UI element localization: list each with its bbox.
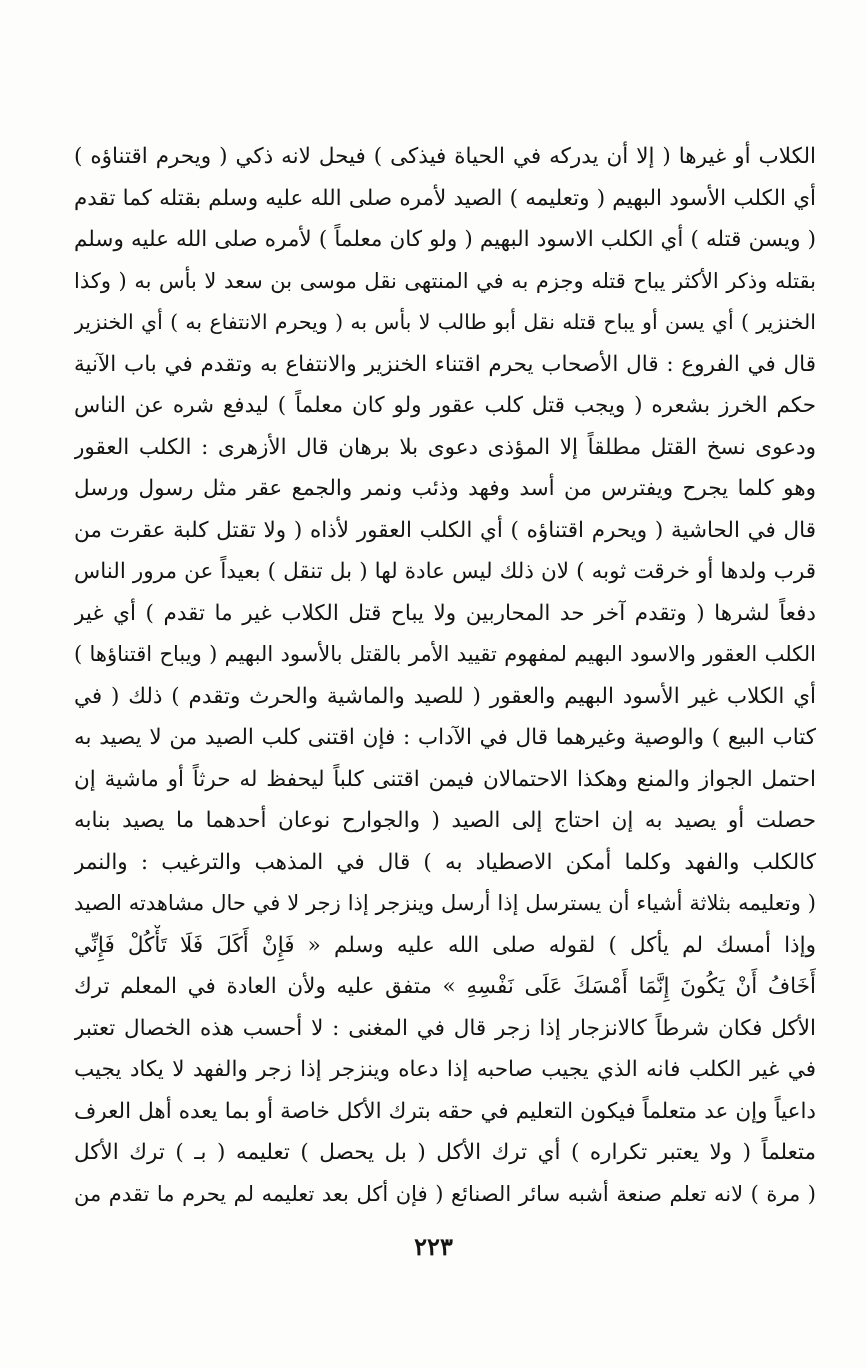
text-line-14: أي الكلاب غير الأسود البهيم والعقور ( للصيد والماشية والحرث وتقدم ) ذلك ( في	[74, 683, 816, 709]
text-line-25: متعلماً ( ولا يعتبر تكراره ) أي ترك الأكل ( بل يحصل ) تعليمه ( بـ ) ترك الأكل	[74, 1140, 816, 1165]
text-line-15: كتاب البيع ) والوصية وغيرهما قال في الآداب : فإن اقتنى كلب الصيد من لا يصيد به	[74, 725, 816, 750]
text-line-4: بقتله وذكر الأكثر يباح قتله وجزم به في المنتهى نقل موسى بن سعد لا بأس به ( وكذا	[74, 268, 816, 293]
text-line-23: في غير الكلب فانه الذي يجيب صاحبه إذا دعاه وينزجر إذا زجر والفهد لا يكاد يجيب	[74, 1057, 816, 1082]
text-line-17: حصلت أو يصيد به إن احتاج إلى الصيد ( والجوارح نوعان أحدهما ما يصيد بنابه	[74, 808, 816, 833]
text-line-12: دفعاً لشرها ( وتقدم آخر حد المحاربين ولا يباح قتل الكلاب غير ما تقدم ) أي غير	[74, 600, 816, 626]
text-line-21: أَخَافُ أَنْ يَكُونَ إِنَّمَا أَمْسَكَ عَلَى نَفْسِهِ » متفق عليه ولأن العادة في المعلم ترك	[74, 974, 816, 999]
text-line-10: قال في الحاشية ( ويحرم اقتناؤه ) أي الكلب العقور لأذاه ( ولا تقتل كلبة عقرت من	[74, 517, 816, 543]
text-line-5: الخنزير ) أي يسن أو يباح قتله نقل أبو طالب لا بأس به ( ويحرم الانتفاع به ) أي الخنزير	[74, 310, 816, 334]
text-line-8: ودعوى نسخ القتل مطلقاً إلا المؤذى دعوى بلا برهان قال الأزهرى : الكلب العقور	[74, 434, 816, 460]
text-line-16: احتمل الجواز والمنع وهكذا الاحتمالان فيمن اقتنى كلباً ليحفظ له حرثاً أو ماشية إن	[74, 766, 816, 792]
text-line-6: قال في الفروع : قال الأصحاب يحرم اقتناء الخنزير والانتفاع به وتقدم في باب الآنية	[74, 351, 816, 377]
text-line-24: داعياً وإن عد متعلماً فيكون التعليم في حقه بترك الأكل خاصة أو بما يعده أهل العرف	[74, 1098, 816, 1124]
text-line-7: حكم الخرز بشعره ( ويجب قتل كلب عقور ولو كان معلماً ) ليدفع شره عن الناس	[74, 393, 816, 418]
text-line-19: ( وتعليمه بثلاثة أشياء أن يسترسل إذا أرسل وينزجر إذا زجر لا في حال مشاهدته الصيد	[74, 891, 816, 915]
body-text	[74, 136, 816, 1215]
text-line-9: وهو كلما يجرح ويفترس من أسد وفهد وذئب ونمر والجمع عقر مثل رسول ورسل	[74, 476, 816, 501]
text-line-22: الأكل فكان شرطاً كالانزجار إذا زجر قال في المغنى : لا أحسب هذه الخصال تعتبر	[74, 1015, 816, 1041]
text-line-13: الكلب العقور والاسود البهيم لمفهوم تقييد الأمر بالقتل بالأسود البهيم ( ويباح اقتناؤها )	[74, 642, 816, 666]
text-line-3: ( ويسن قتله ) أي الكلب الاسود البهيم ( ولو كان معلماً ) لأمره صلى الله عليه وسلم	[74, 227, 816, 252]
text-line-20: وإذا أمسك لم يأكل ) لقوله صلى الله عليه وسلم « فَإِنْ أَكَلَ فَلَا تَأْكُلْ فَإِنِّي	[74, 932, 816, 958]
text-line-2: أي الكلب الأسود البهيم ( وتعليمه ) الصيد لأمره صلى الله عليه وسلم بقتله كما تقدم	[74, 185, 816, 211]
text-line-26: ( مرة ) لانه تعلم صنعة أشبه سائر الصنائع ( فإن أكل بعد تعليمه لم يحرم ما تقدم من	[74, 1181, 816, 1206]
page-number: ٢٢٣	[414, 1232, 453, 1261]
text-line-1: الكلاب أو غيرها ( إلا أن يدركه في الحياة فيذكى ) فيحل لانه ذكي ( ويحرم اقتناؤه )	[74, 144, 816, 169]
text-line-11: قرب ولدها أو خرقت ثوبه ) لان ذلك ليس عادة لها ( بل تنقل ) بعيداً عن مرور الناس	[74, 559, 816, 584]
text-line-18: كالكلب والفهد وكلما أمكن الاصطياد به ) قال في المذهب والترغيب : والنمر	[74, 849, 816, 875]
